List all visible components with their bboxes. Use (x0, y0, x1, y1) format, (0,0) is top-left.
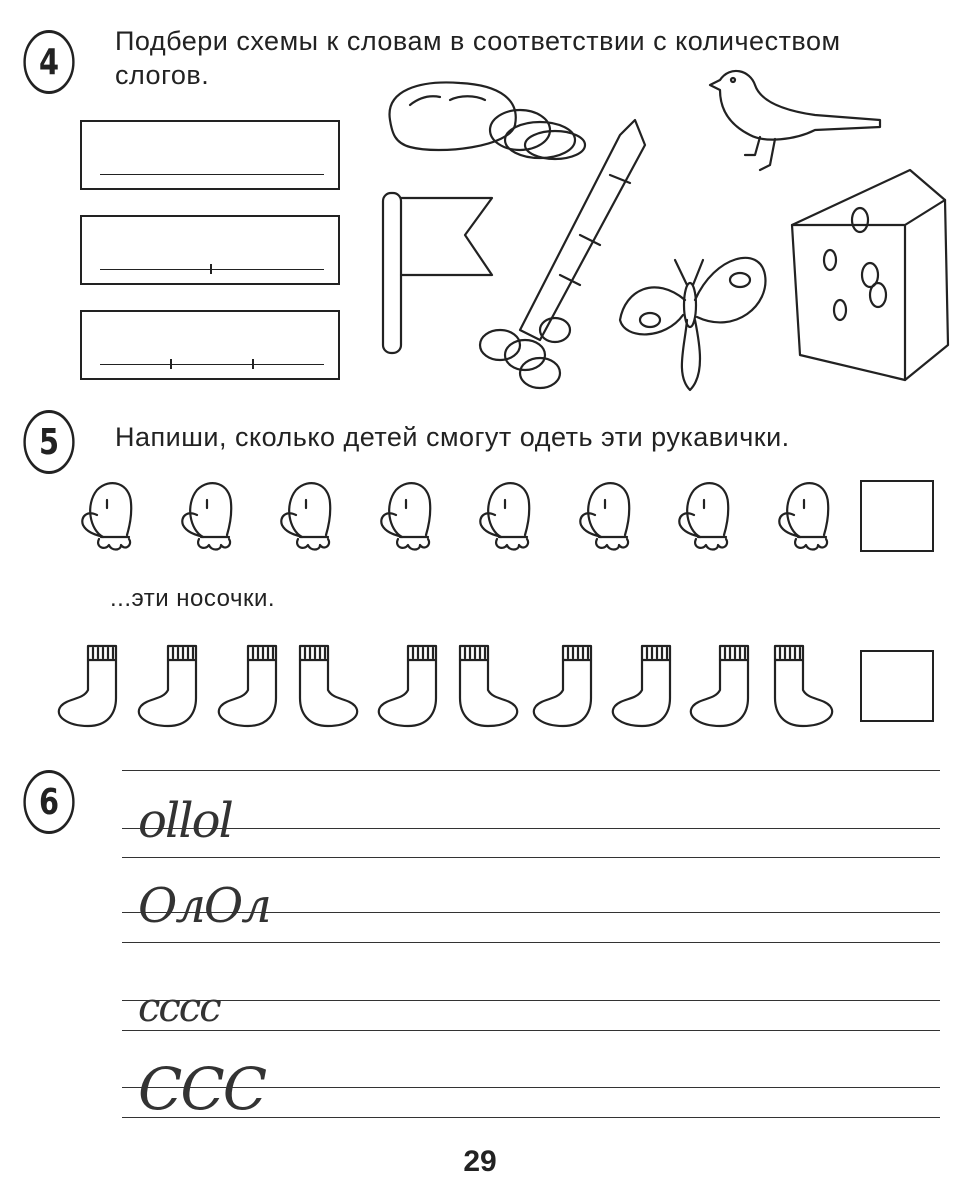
sock-picture (450, 638, 530, 738)
butterfly-picture (615, 245, 775, 395)
task-number-6: 6 (23, 770, 74, 834)
sock-picture (138, 638, 218, 738)
sock-picture (533, 638, 613, 738)
task-number-5: 5 (23, 410, 74, 474)
task-5-instruction: Напиши, сколько детей смогут одеть эти рукавички. (115, 422, 790, 452)
mitten-picture (175, 475, 255, 575)
writing-line (122, 770, 940, 771)
bird-picture (705, 65, 885, 180)
writing-line (122, 1030, 940, 1031)
handwriting-sample-4: CCC (138, 1055, 266, 1123)
writing-line (122, 857, 940, 858)
mitten-picture (274, 475, 354, 575)
mitten-picture (473, 475, 553, 575)
mitten-picture (772, 475, 852, 575)
syllable-scheme-3[interactable] (80, 310, 340, 380)
handwriting-sample-3: cccc (138, 985, 220, 1031)
mitten-picture (374, 475, 454, 575)
writing-line (122, 1000, 940, 1001)
syllable-scheme-2[interactable] (80, 215, 340, 285)
handwriting-sample-1: ollol (138, 793, 232, 849)
task-4-line2: слогов. (115, 60, 210, 90)
sock-picture (690, 638, 770, 738)
mitten-picture (573, 475, 653, 575)
sock-picture (218, 638, 298, 738)
handwriting-sample-2: ОлОл (138, 878, 270, 934)
sock-picture (765, 638, 845, 738)
sock-picture (378, 638, 458, 738)
mitten-picture (672, 475, 752, 575)
sock-picture (612, 638, 692, 738)
sock-picture (58, 638, 138, 738)
syllable-scheme-1[interactable] (80, 120, 340, 190)
task-4-line1: Подбери схемы к словам в соответствии с количеством (115, 26, 841, 56)
writing-line (122, 942, 940, 943)
socks-instruction: ...эти носочки. (110, 585, 276, 612)
task-number-4: 4 (23, 30, 74, 94)
mitten-picture (75, 475, 155, 575)
writing-line (122, 828, 940, 829)
sock-picture (290, 638, 370, 738)
socks-answer-box[interactable] (860, 650, 934, 722)
page-number: 29 (463, 1145, 497, 1178)
mittens-answer-box[interactable] (860, 480, 934, 552)
cheese-picture (790, 165, 955, 385)
